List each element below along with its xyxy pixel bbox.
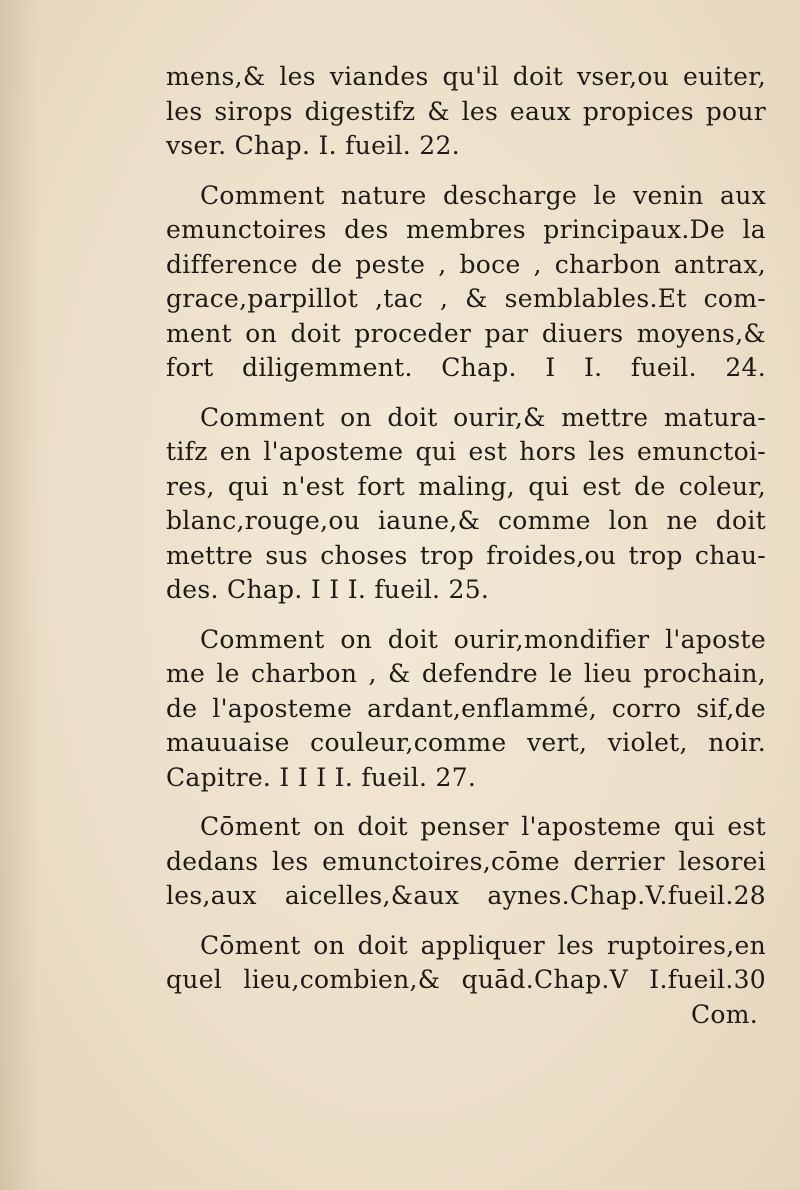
text-line: blanc,rouge,ou iaune,& comme lon ne doit: [166, 506, 766, 535]
text-line: Comment on doit ourir,mondifier l'aposte: [200, 624, 766, 654]
toc-entry-1: [166, 60, 766, 164]
text-line: mettre sus choses trop froides,ou trop chau-: [166, 540, 766, 570]
toc-entry-2: [166, 179, 766, 386]
text-line: vser. Chap. I. fueil. 22.: [166, 131, 460, 160]
text-line: grace,parpillot ,tac , & semblables.Et com-: [166, 284, 766, 313]
text-line: Comment nature descharge le venin aux: [200, 180, 766, 210]
toc-entry-5: [166, 810, 766, 914]
toc-entry-4: [166, 623, 766, 796]
toc-entry-6: [166, 929, 766, 998]
text-line: fort diligemment. Chap. I I. fueil. 24.: [166, 353, 766, 382]
text-line: res, qui n'est fort maling, qui est de coleur,: [166, 471, 766, 501]
text-line: Cōment on doit penser l'aposteme qui est: [200, 812, 766, 841]
text-line: les sirops digestifz & les eaux propices pour: [166, 96, 766, 126]
text-line: emunctoires des membres principaux.De la: [166, 215, 766, 244]
text-line: mauuaise couleur,comme vert, violet, noir.: [166, 728, 766, 757]
text-line: difference de peste , boce , charbon antrax,: [166, 249, 766, 279]
text-line: tifz en l'aposteme qui est hors les emunctoi-: [166, 437, 766, 466]
text-line: me le charbon , & defendre le lieu prochain,: [166, 659, 766, 688]
text-line: Cōment on doit appliquer les ruptoires,en: [200, 930, 766, 960]
text-line: de l'aposteme ardant,enflammé, corro sif,de: [166, 693, 766, 723]
table-of-contents: [166, 60, 766, 1032]
text-line: Comment on doit ourir,& mettre matura-: [200, 402, 766, 432]
text-line: ment on doit proceder par diuers moyens,&: [166, 318, 766, 348]
catchword: Com.: [690, 999, 758, 1029]
text-line: dedans les emunctoires,cōme derrier lesorei: [166, 846, 766, 876]
toc-entry-3: [166, 401, 766, 608]
text-line: quel lieu,combien,& quād.Chap.V I.fueil.30: [166, 965, 766, 994]
text-line: des. Chap. I I I. fueil. 25.: [166, 575, 490, 604]
text-line: les,aux aicelles,&aux aynes.Chap.V.fueil.28: [166, 881, 766, 910]
text-line: mens,& les viandes qu'il doit vser,ou euiter,: [166, 62, 766, 91]
text-line: Capitre. I I I I. fueil. 27.: [166, 762, 477, 792]
